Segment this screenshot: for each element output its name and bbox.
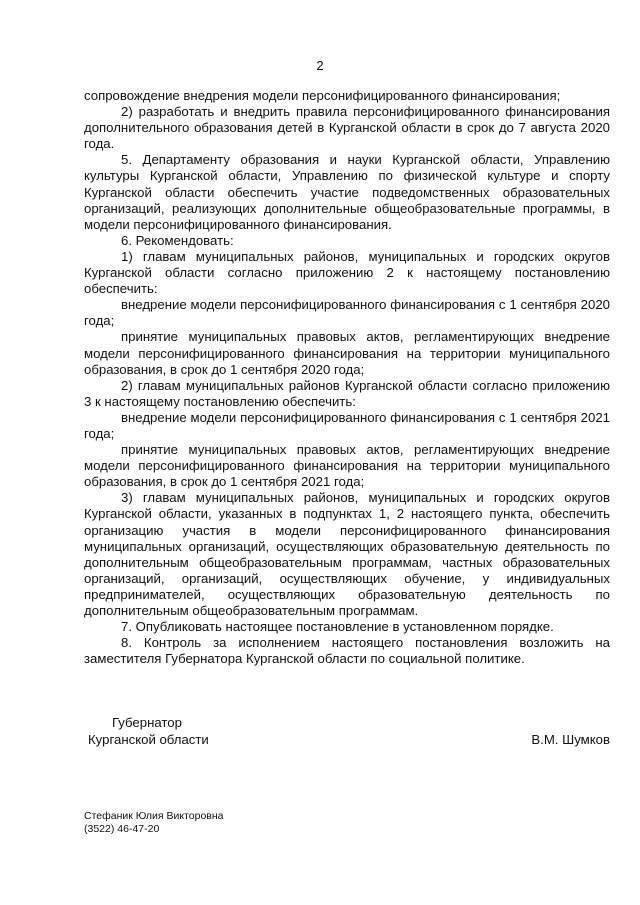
executor-name: Стефаник Юлия Викторовна	[84, 810, 224, 822]
paragraph: сопровождение внедрения модели персонифицированного финансирования;	[84, 88, 561, 103]
paragraph: 6. Рекомендовать:	[121, 232, 234, 248]
signatory-name: В.М. Шумков	[531, 732, 610, 747]
paragraph: внедрение модели персонифицированного финансирования с 1 сентября 2020 года;	[84, 297, 610, 329]
paragraph: 1) главам муниципальных районов, муниципальных и городских округов Курганской области согласно приложению 2 к настоящему постановлению обеспечить:	[84, 248, 610, 297]
signatory-position: Губернатор	[112, 715, 182, 730]
signatory-region: Курганской области	[88, 732, 209, 747]
document-body	[84, 88, 610, 667]
paragraph: 7. Опубликовать настоящее постановление в установленном порядке.	[121, 619, 554, 635]
paragraph: 2) разработать и внедрить правила персонифицированного финансирования дополнительного образования детей в Курганской области в срок до 7 августа 2020 года.	[84, 104, 610, 152]
paragraph: 5. Департаменту образования и науки Курганской области, Управлению культуры Курганской области, Управлению по физической культуре и спорту Курганской области обеспечить участие подведомственных образовательных организаций, реализующих дополнительные общеобразовательные программы, в модели персонифицированного финансирования.	[84, 152, 610, 232]
page-number: 2	[316, 58, 324, 73]
paragraph: принятие муниципальных правовых актов, регламентирующих внедрение модели персонифицированного финансирования на территории муниципального образования, в срок до 1 сентября 2020 года;	[84, 329, 610, 377]
signatory-title	[84, 714, 284, 748]
paragraph: 2) главам муниципальных районов Курганской области согласно приложению 3 к настоящему постановлению обеспечить:	[84, 377, 610, 409]
executor-phone: (3522) 46-47-20	[84, 823, 160, 835]
executor-info	[84, 810, 224, 836]
paragraph: 8. Контроль за исполнением настоящего постановления возложить на заместителя Губернатора Курганской области по социальной политике.	[84, 635, 610, 667]
paragraph: принятие муниципальных правовых актов, регламентирующих внедрение модели персонифицированного финансирования на территории муниципального образования, в срок до 1 сентября 2021 года;	[84, 442, 610, 490]
paragraph: 3) главам муниципальных районов, муниципальных и городских округов Курганской области, указанных в подпунктах 1, 2 настоящего пункта, обеспечить организацию участия в модели персонифицированного финансирования муниципальных организаций, осуществляющих образовательную деятельность по дополнительным общеобразовательным программам, частных образовательных организаций, организаций, осуществляющих обучение, у индивидуальных предпринимателей, осуществляющих образовательную деятельность по дополнительным общеобразовательным программам.	[84, 490, 610, 618]
paragraph: внедрение модели персонифицированного финансирования с 1 сентября 2021 года;	[84, 409, 610, 441]
